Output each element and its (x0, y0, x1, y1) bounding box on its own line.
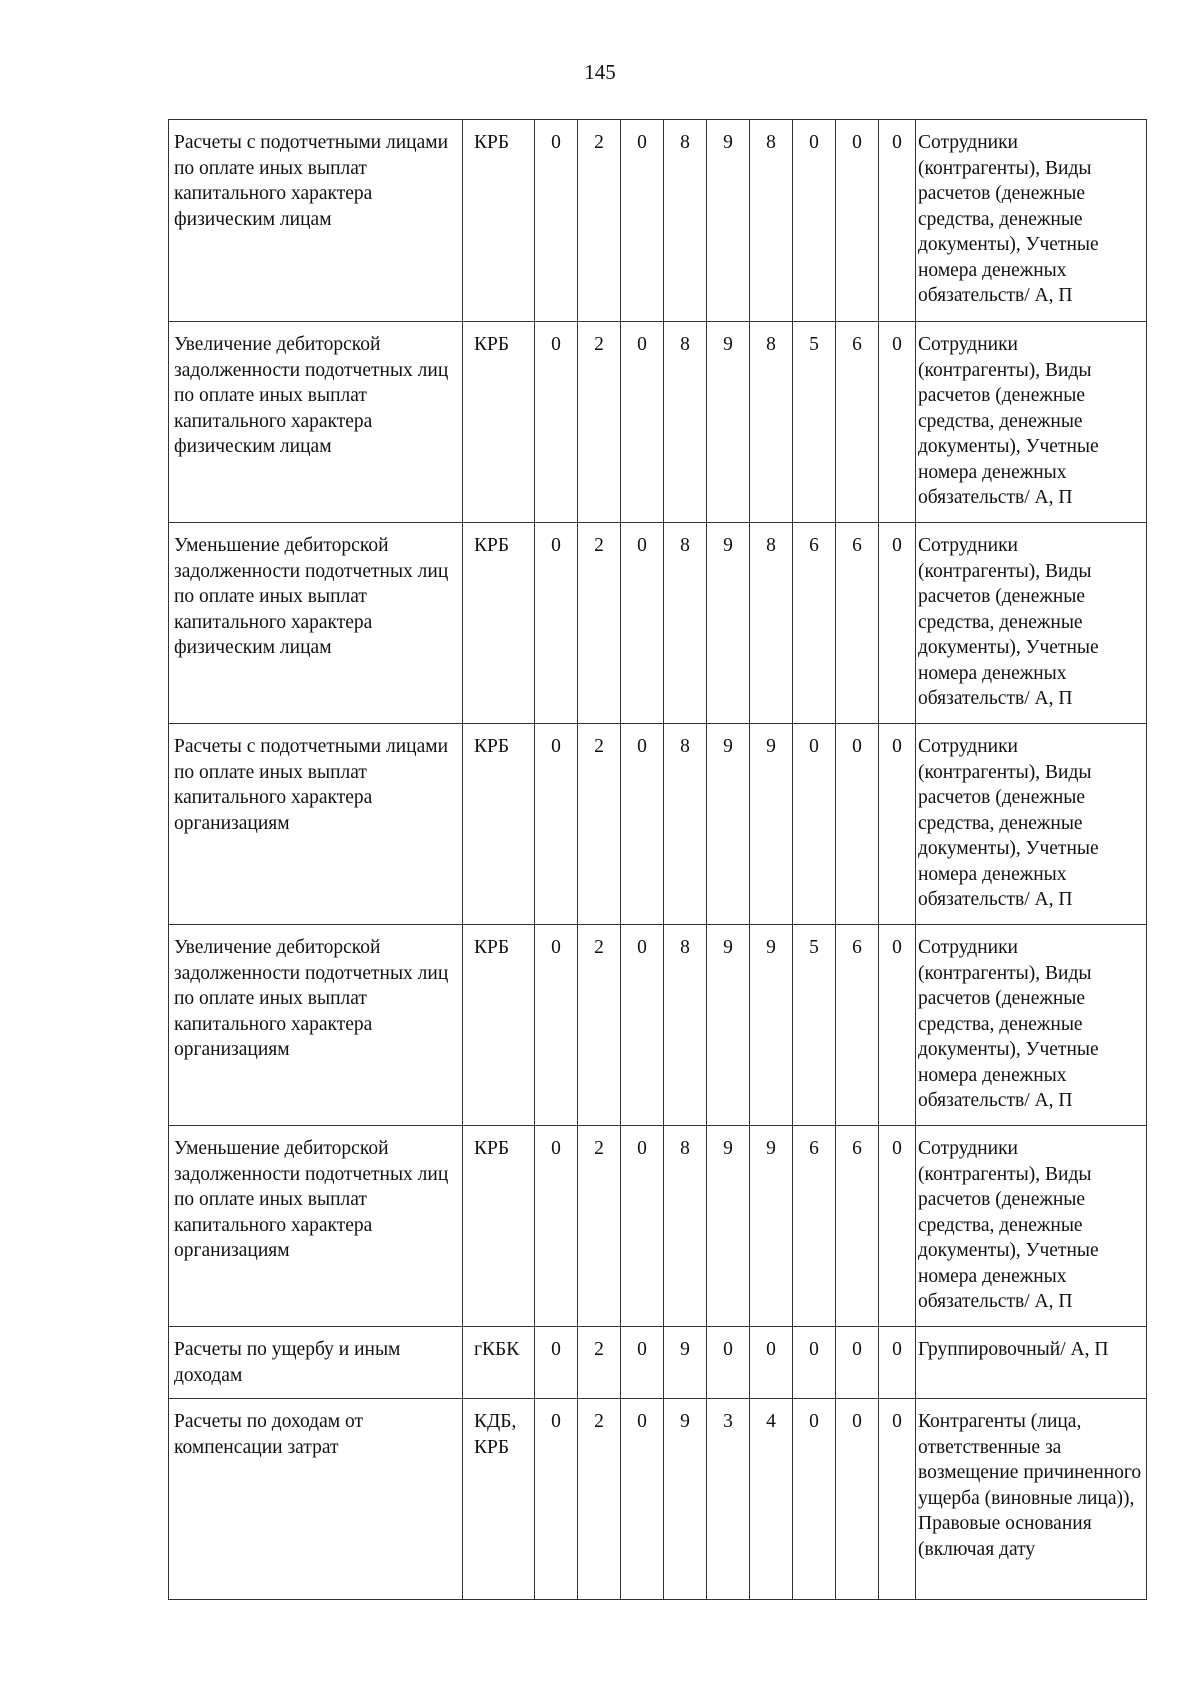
digit-cell: 8 (750, 322, 793, 523)
digit-cell: 0 (793, 1399, 836, 1600)
analytics-cell: Сотрудники (контрагенты), Виды расчетов (денежные средства, денежные документы), Учетные номера денежных обязательств/ А, П (916, 1126, 1147, 1327)
accounting-code: КРБ (463, 724, 535, 925)
analytics-cell: Группировочный/ А, П (916, 1327, 1147, 1399)
digit-cell: 8 (664, 120, 707, 322)
digit-cell: 9 (707, 120, 750, 322)
digit-cell: 0 (879, 322, 916, 523)
table-row (169, 724, 1147, 925)
digit-cell: 0 (535, 523, 578, 724)
digit-cell: 9 (707, 523, 750, 724)
digit-cell: 0 (535, 1126, 578, 1327)
account-name: Расчеты по ущербу и иным доходам (169, 1327, 463, 1399)
digit-cell: 0 (836, 1399, 879, 1600)
digit-cell: 0 (836, 1327, 879, 1399)
digit-cell: 2 (578, 724, 621, 925)
digit-cell: 8 (750, 120, 793, 322)
digit-cell: 4 (750, 1399, 793, 1600)
table-row (169, 523, 1147, 724)
table-row (169, 322, 1147, 523)
digit-cell: 8 (664, 322, 707, 523)
accounting-code: КРБ (463, 322, 535, 523)
table-row (169, 1399, 1147, 1600)
digit-cell: 9 (707, 925, 750, 1126)
digit-cell: 6 (793, 523, 836, 724)
digit-cell: 9 (664, 1327, 707, 1399)
digit-cell: 0 (836, 724, 879, 925)
digit-cell: 0 (621, 1399, 664, 1600)
account-name: Уменьшение дебиторской задолженности подотчетных лиц по оплате иных выплат капитального характера физическим лицам (169, 523, 463, 724)
digit-cell: 0 (793, 1327, 836, 1399)
digit-cell: 2 (578, 120, 621, 322)
digit-cell: 9 (750, 724, 793, 925)
digit-cell: 0 (535, 120, 578, 322)
digit-cell: 0 (535, 322, 578, 523)
accounting-code: гКБК (463, 1327, 535, 1399)
analytics-cell: Сотрудники (контрагенты), Виды расчетов (денежные средства, денежные документы), Учетные номера денежных обязательств/ А, П (916, 120, 1147, 322)
account-codes-table (168, 119, 1147, 1600)
digit-cell: 2 (578, 523, 621, 724)
digit-cell: 0 (793, 120, 836, 322)
digit-cell: 9 (707, 724, 750, 925)
digit-cell: 6 (793, 1126, 836, 1327)
table-row (169, 1126, 1147, 1327)
digit-cell: 0 (750, 1327, 793, 1399)
digit-cell: 6 (836, 322, 879, 523)
analytics-cell: Сотрудники (контрагенты), Виды расчетов (денежные средства, денежные документы), Учетные номера денежных обязательств/ А, П (916, 322, 1147, 523)
digit-cell: 0 (621, 322, 664, 523)
digit-cell: 8 (664, 925, 707, 1126)
digit-cell: 9 (707, 1126, 750, 1327)
table-row (169, 120, 1147, 322)
digit-cell: 0 (879, 523, 916, 724)
digit-cell: 0 (879, 1399, 916, 1600)
digit-cell: 9 (707, 322, 750, 523)
account-name: Расчеты с подотчетными лицами по оплате иных выплат капитального характера организациям (169, 724, 463, 925)
digit-cell: 2 (578, 322, 621, 523)
analytics-cell: Контрагенты (лица, ответственные за возмещение причиненного ущерба (виновные лица)), Правовые основания (включая дату (916, 1399, 1147, 1600)
digit-cell: 2 (578, 1327, 621, 1399)
table-body (169, 120, 1147, 1600)
accounting-code: КРБ (463, 925, 535, 1126)
digit-cell: 5 (793, 925, 836, 1126)
digit-cell: 0 (535, 1327, 578, 1399)
digit-cell: 9 (664, 1399, 707, 1600)
digit-cell: 0 (535, 925, 578, 1126)
digit-cell: 0 (621, 925, 664, 1126)
digit-cell: 6 (836, 523, 879, 724)
digit-cell: 0 (707, 1327, 750, 1399)
digit-cell: 8 (664, 724, 707, 925)
page-number: 145 (584, 60, 616, 84)
analytics-cell: Сотрудники (контрагенты), Виды расчетов (денежные средства, денежные документы), Учетные номера денежных обязательств/ А, П (916, 925, 1147, 1126)
digit-cell: 2 (578, 1399, 621, 1600)
digit-cell: 0 (879, 1327, 916, 1399)
digit-cell: 2 (578, 925, 621, 1126)
digit-cell: 0 (621, 523, 664, 724)
account-name: Расчеты по доходам от компенсации затрат (169, 1399, 463, 1600)
digit-cell: 5 (793, 322, 836, 523)
digit-cell: 0 (535, 724, 578, 925)
digit-cell: 9 (750, 925, 793, 1126)
accounting-code: КДБ, КРБ (463, 1399, 535, 1600)
digit-cell: 0 (879, 1126, 916, 1327)
digit-cell: 3 (707, 1399, 750, 1600)
digit-cell: 0 (621, 120, 664, 322)
accounting-code: КРБ (463, 523, 535, 724)
table-row (169, 1327, 1147, 1399)
digit-cell: 6 (836, 925, 879, 1126)
account-name: Увеличение дебиторской задолженности подотчетных лиц по оплате иных выплат капитального характера физическим лицам (169, 322, 463, 523)
digit-cell: 6 (836, 1126, 879, 1327)
digit-cell: 0 (879, 925, 916, 1126)
digit-cell: 0 (621, 1126, 664, 1327)
accounting-code: КРБ (463, 120, 535, 322)
analytics-cell: Сотрудники (контрагенты), Виды расчетов (денежные средства, денежные документы), Учетные номера денежных обязательств/ А, П (916, 724, 1147, 925)
analytics-cell: Сотрудники (контрагенты), Виды расчетов (денежные средства, денежные документы), Учетные номера денежных обязательств/ А, П (916, 523, 1147, 724)
digit-cell: 0 (793, 724, 836, 925)
digit-cell: 0 (621, 724, 664, 925)
digit-cell: 0 (879, 724, 916, 925)
digit-cell: 8 (664, 1126, 707, 1327)
accounting-code: КРБ (463, 1126, 535, 1327)
digit-cell: 8 (750, 523, 793, 724)
account-name: Увеличение дебиторской задолженности подотчетных лиц по оплате иных выплат капитального характера организациям (169, 925, 463, 1126)
digit-cell: 0 (879, 120, 916, 322)
digit-cell: 0 (535, 1399, 578, 1600)
digit-cell: 9 (750, 1126, 793, 1327)
table-row (169, 925, 1147, 1126)
digit-cell: 2 (578, 1126, 621, 1327)
account-name: Уменьшение дебиторской задолженности подотчетных лиц по оплате иных выплат капитального характера организациям (169, 1126, 463, 1327)
digit-cell: 0 (621, 1327, 664, 1399)
account-name: Расчеты с подотчетными лицами по оплате иных выплат капитального характера физическим лицам (169, 120, 463, 322)
digit-cell: 8 (664, 523, 707, 724)
digit-cell: 0 (836, 120, 879, 322)
